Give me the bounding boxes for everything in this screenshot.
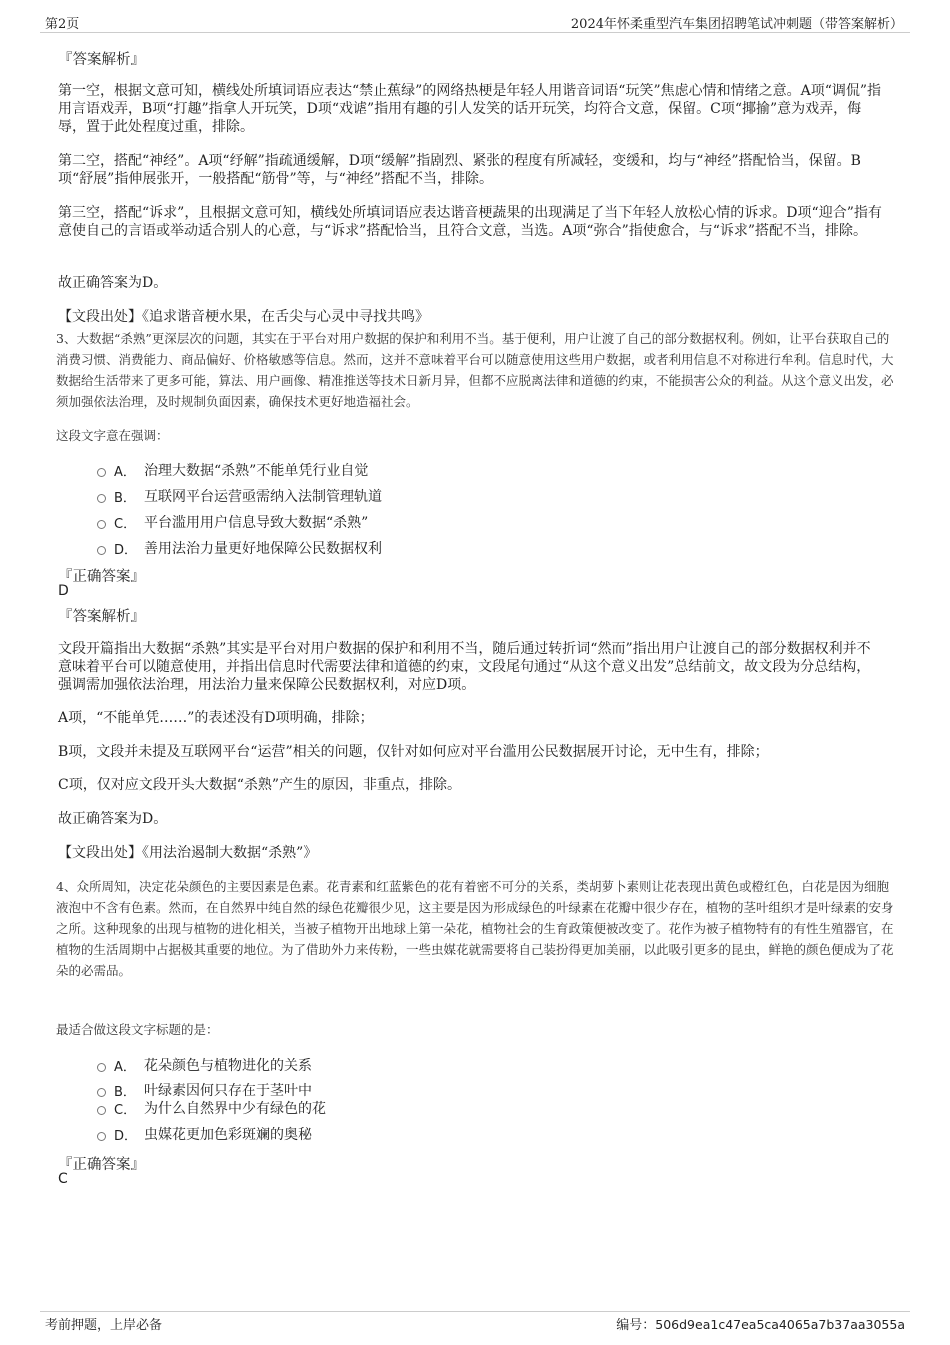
question-prompt: 这段文字意在强调： xyxy=(56,428,169,443)
radio-icon[interactable] xyxy=(97,468,106,477)
analysis-conclusion: 故正确答案为D。 xyxy=(58,275,168,291)
analysis-paragraph: C项，仅对应文段开头大数据“杀熟”产生的原因，非重点，排除。 xyxy=(58,777,462,793)
correct-answer-label: 『正确答案』 xyxy=(58,1157,145,1173)
analysis-paragraph: 第三空，搭配“诉求”，且根据文意可知，横线处所填词语应表达谐音梗蔬果的出现满足了当下年轻人放松心情的诉求。D项“迎合”指有意使自己的言语或举动适合别人的心意，与“诉求”搭配恰当，且符合文意，当选。A项“弥合”指使愈合，与“诉求”搭配不当，排除。 xyxy=(58,205,882,239)
radio-icon[interactable] xyxy=(97,546,106,555)
analysis-conclusion: 故正确答案为D。 xyxy=(58,811,168,827)
option-letter: D． xyxy=(114,542,138,558)
radio-icon[interactable] xyxy=(97,520,106,529)
code-label: 编号： xyxy=(616,1318,656,1333)
footer-divider xyxy=(40,1311,910,1312)
option-text: 平台滥用用户信息导致大数据“杀熟” xyxy=(144,515,369,531)
option-b[interactable] xyxy=(97,1080,312,1100)
option-letter: A． xyxy=(114,1059,136,1075)
source-citation: 【文段出处】《用法治遏制大数据“杀熟”》 xyxy=(58,845,318,861)
analysis-paragraph: B项，文段并未提及互联网平台“运营”相关的问题，仅针对如何应对平台滥用公民数据展开讨论，无中生有，排除； xyxy=(58,744,769,760)
option-a[interactable] xyxy=(97,460,368,480)
option-letter: A． xyxy=(114,464,136,480)
analysis-paragraph: A项，“不能单凭……”的表述没有D项明确，排除； xyxy=(58,710,374,726)
option-b[interactable] xyxy=(97,486,382,506)
option-text: 治理大数据“杀熟”不能单凭行业自觉 xyxy=(144,463,369,479)
correct-answer-label: 『正确答案』 xyxy=(58,569,145,585)
radio-icon[interactable] xyxy=(97,1132,106,1141)
analysis-paragraph: 第一空，根据文意可知，横线处所填词语应表达“禁止蕉绿”的网络热梗是年轻人用谐音词语“玩笑”焦虑心情和情绪之意。A项“调侃”指用言语戏弄，B项“打趣”指拿人开玩笑，D项“戏谑”指用有趣的引人发笑的话开玩笑，均符合文意，保留。C项“揶揄”意为戏弄，侮辱，置于此处程度过重，排除。 xyxy=(58,83,882,135)
correct-answer: C xyxy=(58,1171,68,1187)
question-text: 3、大数据“杀熟”更深层次的问题，其实在于平台对用户数据的保护和利用不当。基于便利，用户让渡了自己的部分数据权利。例如，让平台获取自己的消费习惯、消费能力、商品偏好、价格敏感等信息。然而，这并不意味着平台可以随意使用这些用户数据，或者利用信息不对称进行牟利。信息时代，大数据给生活带来了更多可能，算法、用户画像、精准推送等技术日新月异，但都不应脱离法律和道德的约束，不能损害公众的利益。从这个意义出发，必须加强依法治理，及时规制负面因素，确保技术更好地造福社会。 xyxy=(56,331,894,409)
document-code xyxy=(616,1314,905,1333)
analysis-label: 『答案解析』 xyxy=(58,52,145,68)
option-text: 互联网平台运营亟需纳入法制管理轨道 xyxy=(144,489,382,505)
footer-slogan: 考前押题，上岸必备 xyxy=(45,1318,163,1333)
analysis-paragraph: 第二空，搭配“神经”。A项“纾解”指疏通缓解，D项“缓解”指剧烈、紧张的程度有所减轻，变缓和，均与“神经”搭配恰当，保留。B项“舒展”指伸展张开，一般搭配“筋骨”等，与“神经”搭配不当，排除。 xyxy=(58,153,861,187)
radio-icon[interactable] xyxy=(97,1088,106,1097)
radio-icon[interactable] xyxy=(97,1106,106,1115)
option-text: 叶绿素因何只存在于茎叶中 xyxy=(144,1083,312,1099)
code-value: 506d9ea1c47ea5ca4065a7b37aa3055a xyxy=(655,1317,905,1332)
option-letter: D． xyxy=(114,1128,138,1144)
header-divider xyxy=(40,32,910,33)
option-d[interactable] xyxy=(97,538,382,558)
option-c[interactable] xyxy=(97,1098,326,1118)
radio-icon[interactable] xyxy=(97,1063,106,1072)
option-letter: B． xyxy=(114,1084,136,1100)
option-a[interactable] xyxy=(97,1055,312,1075)
question-prompt: 最适合做这段文字标题的是： xyxy=(56,1022,219,1037)
page-number: 第2页 xyxy=(45,17,80,32)
option-d[interactable] xyxy=(97,1124,312,1144)
option-text: 善用法治力量更好地保障公民数据权利 xyxy=(144,541,382,557)
correct-answer: D xyxy=(58,583,69,599)
option-text: 虫媒花更加色彩斑斓的奥秘 xyxy=(144,1127,312,1143)
question-text: 4、众所周知，决定花朵颜色的主要因素是色素。花青素和红蓝紫色的花有着密不可分的关系，类胡萝卜素则让花表现出黄色或橙红色，白花是因为细胞液泡中不含有色素。然而，在自然界中纯自然的绿色花瓣很少见，这主要是因为形成绿色的叶绿素在花瓣中很少存在，植物的茎叶组织才是叶绿素的安身之所。这种现象的出现与植物的进化相关，当被子植物开出地球上第一朵花，植物社会的生育政策便被改变了。花作为被子植物特有的有性生殖器官，在植物的生活周期中占据极其重要的地位。为了借助外力来传粉，一些虫媒花就需要将自己装扮得更加美丽，以此吸引更多的昆虫，鲜艳的颜色便成为了花朵的必需品。 xyxy=(56,879,894,978)
document-title: 2024年怀柔重型汽车集团招聘笔试冲刺题（带答案解析） xyxy=(570,17,903,32)
analysis-label: 『答案解析』 xyxy=(58,609,145,625)
option-letter: C． xyxy=(114,516,137,532)
radio-icon[interactable] xyxy=(97,494,106,503)
option-text: 为什么自然界中少有绿色的花 xyxy=(144,1101,326,1117)
option-c[interactable] xyxy=(97,512,368,532)
option-letter: C． xyxy=(114,1102,137,1118)
option-letter: B． xyxy=(114,490,136,506)
analysis-paragraph: 文段开篇指出大数据“杀熟”其实是平台对用户数据的保护和利用不当，随后通过转折词“然而”指出用户让渡自己的部分数据权利并不意味着平台可以随意使用，并指出信息时代需要法律和道德的约束，文段尾句通过“从这个意义出发”总结前文，故文段为分总结构，强调需加强依法治理，用法治力量来保障公民数据权利，对应D项。 xyxy=(58,641,871,693)
source-citation: 【文段出处】《追求谐音梗水果，在舌尖与心灵中寻找共鸣》 xyxy=(58,309,429,325)
option-text: 花朵颜色与植物进化的关系 xyxy=(144,1058,312,1074)
